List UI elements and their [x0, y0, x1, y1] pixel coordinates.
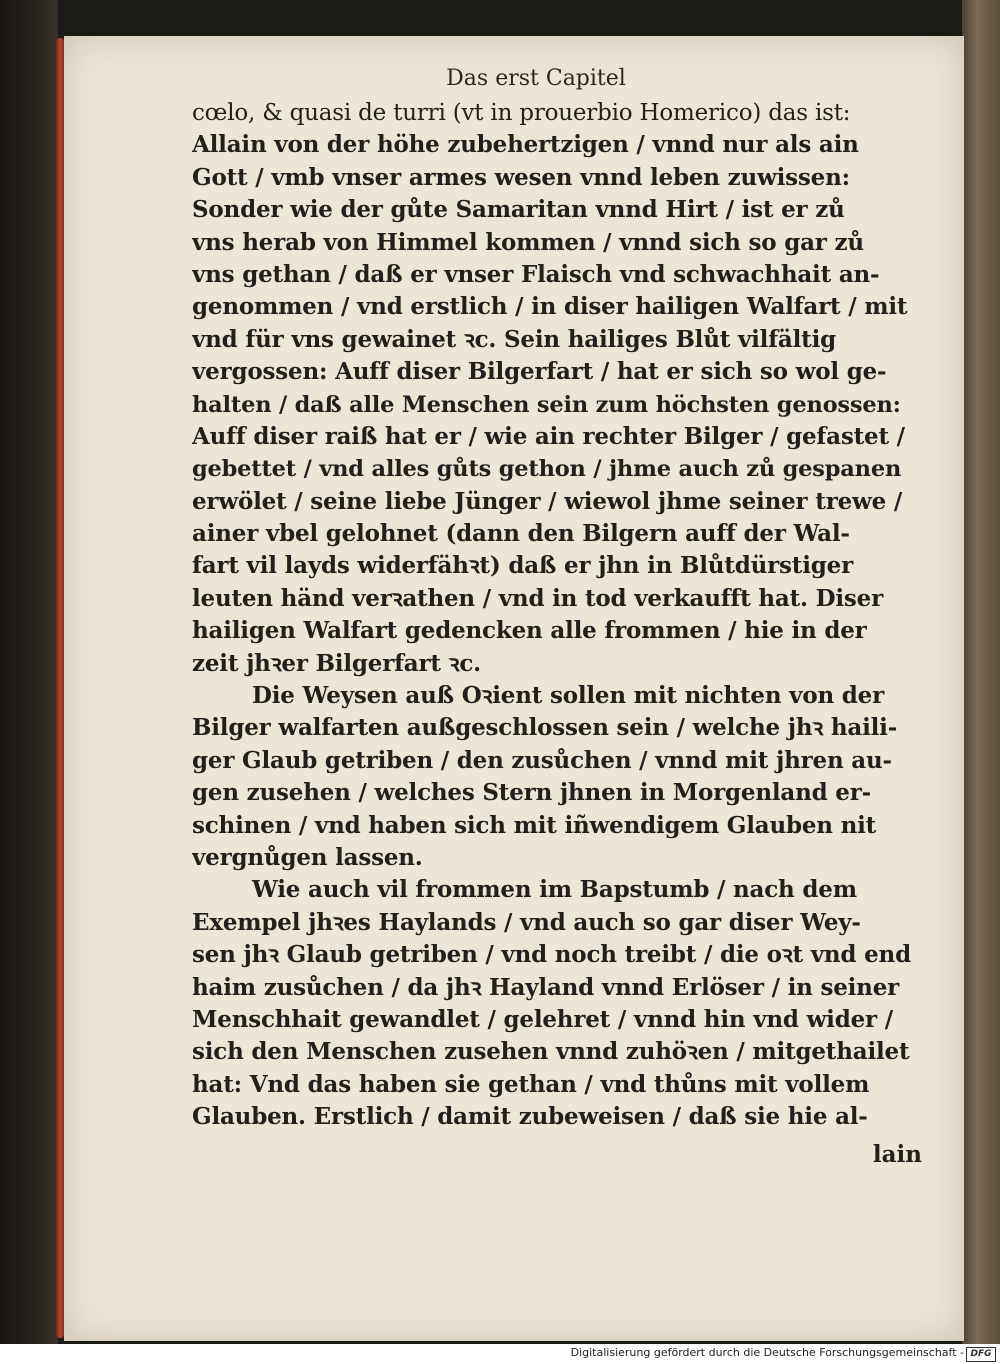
text-line: Allain von der höhe zubehertzigen / vnnd nur als ain [192, 131, 859, 159]
text-line: ger Glaub getriben / den zusůchen / vnnd mit jhren au- [192, 746, 892, 774]
text-line: gebettet / vnd alles gůts gethon / jhme auch zů gespanen [192, 456, 902, 483]
text-line: fart vil layds widerfähꝛt) daß er jhn in Blůtdürstiger [192, 552, 853, 580]
text-line: ainer vbel gelohnet (dann den Bilgern auff der Wal- [192, 520, 850, 548]
text-line: Menschhait gewandlet / gelehret / vnnd hin vnd wider / [192, 1005, 893, 1033]
text-line: vergossen: Auff diser Bilgerfart / hat er sich so wol ge- [192, 358, 887, 386]
text-line: Exempel jhꝛes Haylands / vnd auch so gar diser Wey- [192, 908, 861, 936]
text-line: schinen / vnd haben sich mit iñwendigem Glauben nit [192, 811, 877, 839]
dfg-logo: DFG [966, 1347, 996, 1362]
text-line: Wie auch vil frommen im Bapstumb / nach dem [252, 876, 857, 904]
text-line: Glauben. Erstlich / damit zubeweisen / daß sie hie al- [192, 1103, 868, 1131]
text-line: sen jhꝛ Glaub getriben / vnd noch treibt / die oꝛt vnd end [192, 941, 911, 969]
text-line: Bilger walfarten außgeschlossen sein / welche jhꝛ haili- [192, 714, 898, 742]
catchword: lain [872, 1141, 922, 1168]
text-line: halten / daß alle Menschen sein zum höchsten genossen: [192, 391, 901, 418]
text-line: genommen / vnd erstlich / in diser hailigen Walfart / mit [192, 293, 908, 321]
text-line: zeit jhꝛer Bilgerfart ꝛc. [192, 649, 481, 677]
text-line: cœlo, & quasi de turri (vt in prouerbio Homerico) das ist: [192, 100, 851, 126]
text-line: Auff diser raiß hat er / wie ain rechter Bilger / gefastet / [192, 422, 905, 450]
text-line: gen zusehen / welches Stern jhnen in Morgenland er- [192, 779, 872, 807]
text-line: hailigen Walfart gedencken alle frommen / hie in der [192, 617, 867, 645]
text-line: vns gethan / daß er vnser Flaisch vnd schwachhait an- [192, 260, 880, 288]
text-line: leuten händ verꝛathen / vnd in tod verkaufft hat. Diser [192, 584, 883, 612]
text-line: Sonder wie der gůte Samaritan vnnd Hirt / ist er zů [192, 196, 845, 224]
text-line: erwölet / seine liebe Jünger / wiewol jhme seiner trewe / [192, 487, 903, 515]
text-line: vnd für vns gewainet ꝛc. Sein hailiges Blůt vilfältig [192, 325, 836, 353]
red-page-edge [56, 38, 64, 1338]
digitization-footer [0, 1344, 1000, 1364]
text-line: Die Weysen auß Oꝛient sollen mit nichten von der [252, 682, 885, 710]
text-line: vns herab von Himmel kommen / vnnd sich so gar zů [192, 228, 864, 256]
book-cover-right [962, 0, 1000, 1345]
text-line: vergnůgen lassen. [192, 843, 423, 871]
running-head: Das erst Capitel [446, 66, 626, 91]
text-line: haim zusůchen / da jhꝛ Hayland vnnd Erlöser / in seiner [192, 973, 900, 1001]
text-line: sich den Menschen zusehen vnnd zuhöꝛen / mitgethailet [192, 1038, 910, 1066]
body-text [192, 97, 916, 1134]
funding-credit: Digitalisierung gefördert durch die Deutsche Forschungsgemeinschaft - [570, 1346, 964, 1359]
text-line: hat: Vnd das haben sie gethan / vnd thůns mit vollem [192, 1070, 870, 1098]
book-cover-left [0, 0, 58, 1345]
text-line: Gott / vmb vnser armes wesen vnnd leben zuwissen: [192, 163, 850, 191]
